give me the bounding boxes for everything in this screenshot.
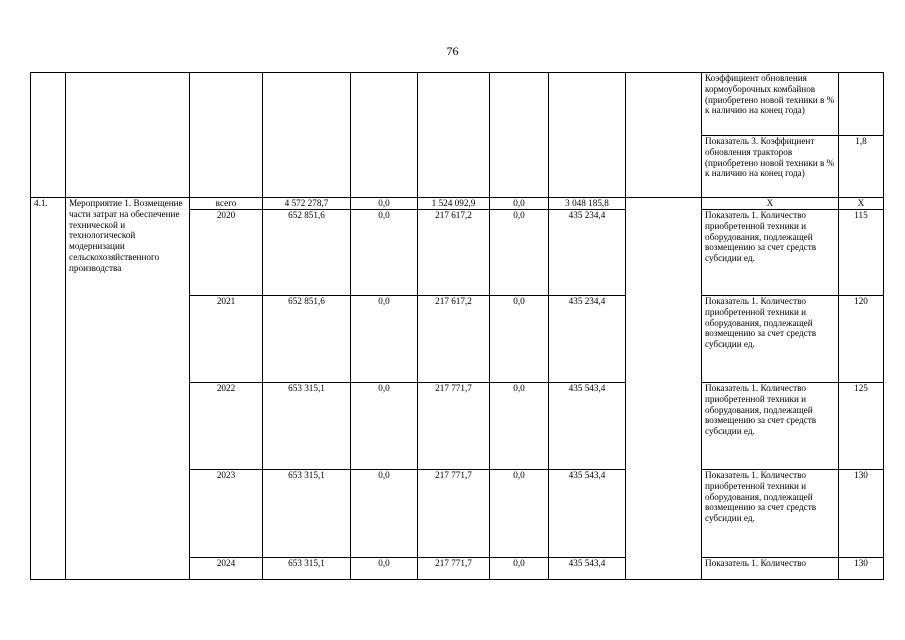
- page-number: 76: [446, 44, 459, 58]
- indicator-value-cell: 130: [839, 558, 884, 580]
- amount-cell: [351, 73, 418, 198]
- year-cell: 2020: [190, 210, 263, 296]
- amount-cell: 217 771,7: [418, 383, 490, 470]
- total-cell: [263, 73, 351, 198]
- indicator-value-cell: 1,8: [839, 136, 884, 198]
- year-cell: 2023: [190, 470, 263, 558]
- total-cell: 652 851,6: [263, 296, 351, 383]
- year-cell: всего: [190, 198, 263, 210]
- year-cell: 2022: [190, 383, 263, 470]
- amount-cell: 0,0: [490, 210, 549, 296]
- year-cell: [190, 73, 263, 198]
- total-cell: 653 315,1: [263, 470, 351, 558]
- amount-cell: 0,0: [351, 210, 418, 296]
- indicator-cell: Коэффициент обновления кормоуборочных комбайнов (приобретено новой техники в % к наличию на конец года): [702, 73, 839, 136]
- amount-cell: 0,0: [490, 296, 549, 383]
- indicator-value-cell: [839, 73, 884, 136]
- indicator-cell: Показатель 1. Количество: [702, 558, 839, 580]
- year-cell: 2021: [190, 296, 263, 383]
- program-table: [30, 72, 884, 580]
- total-cell: 4 572 278,7: [263, 198, 351, 210]
- number-cell: [31, 73, 66, 198]
- amount-cell: 217 771,7: [418, 470, 490, 558]
- amount-cell: 435 234,4: [549, 210, 626, 296]
- amount-cell: 1 524 092,9: [418, 198, 490, 210]
- amount-cell: 0,0: [490, 558, 549, 580]
- measure-description: Мероприятие 1. Возмещение части затрат на обеспечение технической и технологической модернизации сельскохозяйственного производства: [66, 198, 190, 580]
- measure-number: 4.1.: [31, 198, 66, 580]
- amount-cell: 3 048 185,8: [549, 198, 626, 210]
- amount-cell: [490, 73, 549, 198]
- indicator-cell: Показатель 1. Количество приобретенной техники и оборудования, подлежащей возмещению за счет средств субсидии ед.: [702, 296, 839, 383]
- amount-cell: 0,0: [490, 470, 549, 558]
- description-cell: [66, 73, 190, 198]
- amount-cell: 0,0: [490, 198, 549, 210]
- executor-cell: [626, 73, 702, 198]
- executor-cell: [626, 198, 702, 580]
- amount-cell: 435 543,4: [549, 558, 626, 580]
- amount-cell: 0,0: [351, 470, 418, 558]
- year-cell: 2024: [190, 558, 263, 580]
- amount-cell: 0,0: [351, 383, 418, 470]
- amount-cell: 217 617,2: [418, 210, 490, 296]
- indicator-value-cell: 115: [839, 210, 884, 296]
- indicator-value-cell: X: [839, 198, 884, 210]
- indicator-cell: Показатель 1. Количество приобретенной техники и оборудования, подлежащей возмещению за счет средств субсидии ед.: [702, 210, 839, 296]
- amount-cell: 0,0: [351, 198, 418, 210]
- indicator-cell: Показатель 3. Коэффициент обновления тракторов (приобретено новой техники в % к наличию на конец года): [702, 136, 839, 198]
- amount-cell: 435 234,4: [549, 296, 626, 383]
- amount-cell: 435 543,4: [549, 470, 626, 558]
- amount-cell: 217 771,7: [418, 558, 490, 580]
- amount-cell: 0,0: [351, 296, 418, 383]
- amount-cell: 0,0: [490, 383, 549, 470]
- indicator-value-cell: 125: [839, 383, 884, 470]
- indicator-value-cell: 120: [839, 296, 884, 383]
- amount-cell: 435 543,4: [549, 383, 626, 470]
- amount-cell: 0,0: [351, 558, 418, 580]
- table-row: [31, 73, 884, 136]
- total-cell: 652 851,6: [263, 210, 351, 296]
- amount-cell: [549, 73, 626, 198]
- total-cell: 653 315,1: [263, 383, 351, 470]
- table-row: [31, 198, 884, 210]
- indicator-cell: Показатель 1. Количество приобретенной техники и оборудования, подлежащей возмещению за счет средств субсидии ед.: [702, 470, 839, 558]
- indicator-cell: Показатель 1. Количество приобретенной техники и оборудования, подлежащей возмещению за счет средств субсидии ед.: [702, 383, 839, 470]
- amount-cell: 217 617,2: [418, 296, 490, 383]
- indicator-value-cell: 130: [839, 470, 884, 558]
- total-cell: 653 315,1: [263, 558, 351, 580]
- amount-cell: [418, 73, 490, 198]
- indicator-cell: X: [702, 198, 839, 210]
